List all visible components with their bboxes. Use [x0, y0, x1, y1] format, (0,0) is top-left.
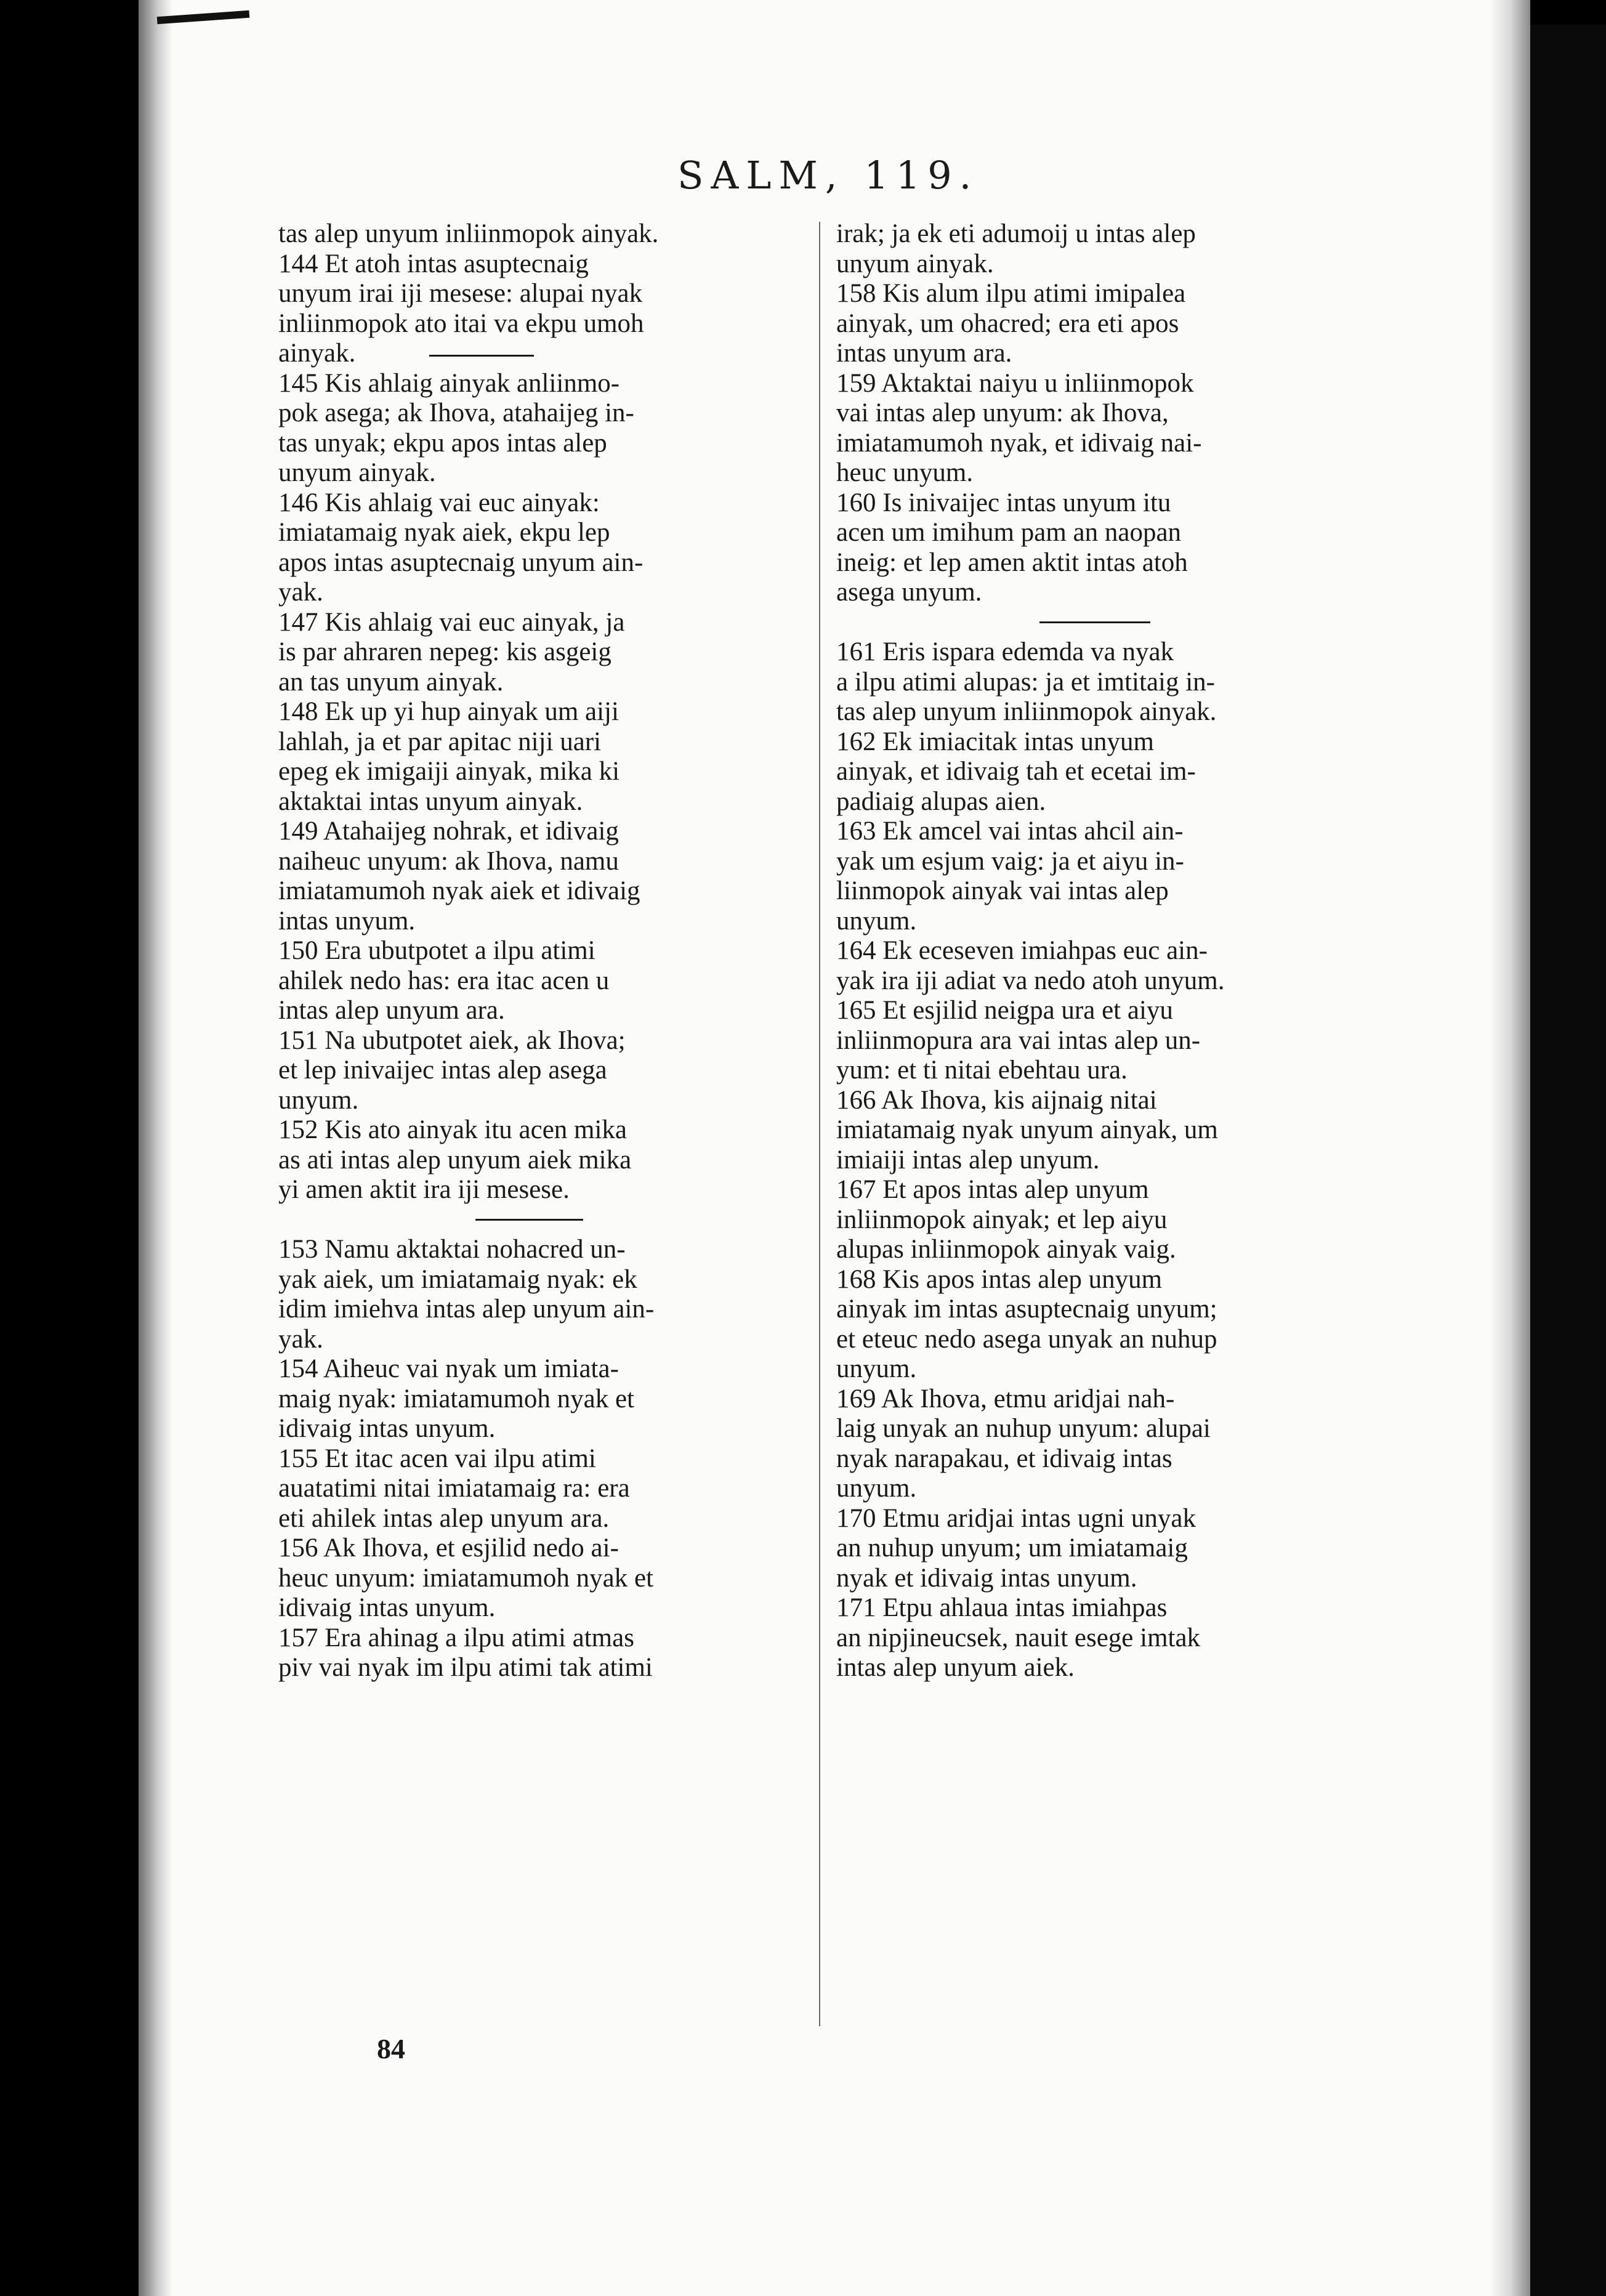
text-line: an nuhup unyum; um imiatamaig [836, 1534, 1188, 1562]
text-line: intas unyum ara. [836, 339, 1012, 368]
text-line: intas alep unyum ara. [278, 996, 505, 1025]
text-line: ineig: et lep amen aktit intas atoh [836, 548, 1188, 577]
text-line: 152 Kis ato ainyak itu acen mika [278, 1115, 627, 1144]
text-line: yak. [278, 1324, 323, 1354]
left-column [278, 219, 801, 1683]
text-line: 166 Ak Ihova, kis aijnaig nitai [836, 1085, 1157, 1115]
column-divider [819, 222, 820, 2026]
text-line: 170 Etmu aridjai intas ugni unyak [836, 1503, 1196, 1533]
text-line: 161 Eris ispara edemda va nyak [836, 637, 1174, 666]
text-line: asega unyum. [836, 578, 982, 607]
text-line: unyum. [836, 1474, 917, 1503]
text-line: unyum ainyak. [278, 458, 436, 487]
text-line: tas unyak; ekpu apos intas alep [278, 428, 607, 458]
text-line: tas alep unyum inliinmopok ainyak. [836, 697, 1217, 726]
text-line: yak aiek, um imiatamaig nyak: ek [278, 1264, 637, 1294]
text-line: unyum. [836, 906, 917, 936]
text-line: a ilpu atimi alupas: ja et imtitaig in- [836, 667, 1215, 697]
text-line: imiatamumoh nyak, et idivaig nai- [836, 428, 1202, 458]
text-line: et eteuc nedo asega unyak an nuhup [836, 1324, 1217, 1354]
text-line: intas unyum. [278, 906, 416, 936]
text-line: 164 Ek eceseven imiahpas euc ain- [836, 936, 1208, 965]
text-line: 144 Et atoh intas asuptecnaig [278, 249, 589, 278]
text-line: nyak et idivaig intas unyum. [836, 1563, 1137, 1593]
text-line: vai intas alep unyum: ak Ihova, [836, 398, 1169, 427]
text-line: naiheuc unyum: ak Ihova, namu [278, 846, 619, 876]
text-line: ainyak im intas asuptecnaig unyum; [836, 1295, 1217, 1324]
text-line: inliinmopura ara vai intas alep un- [836, 1025, 1201, 1055]
text-line: an tas unyum ainyak. [278, 667, 504, 697]
text-line: 153 Namu aktaktai nohacred un- [278, 1235, 626, 1264]
text-line: 159 Aktaktai naiyu u inliinmopok [836, 368, 1194, 398]
text-line: apos intas asuptecnaig unyum ain- [278, 548, 644, 577]
text-line: maig nyak: imiatamumoh nyak et [278, 1384, 634, 1413]
text-line: 147 Kis ahlaig vai euc ainyak, ja [278, 607, 625, 637]
text-line: 149 Atahaijeg nohrak, et idivaig [278, 817, 619, 846]
text-line: imiatamumoh nyak aiek et idivaig [278, 876, 640, 905]
text-line: ainyak. [278, 339, 356, 368]
text-line: idivaig intas unyum. [278, 1414, 496, 1443]
text-line: 167 Et apos intas alep unyum [836, 1175, 1149, 1204]
text-line: unyum. [278, 1085, 359, 1115]
text-line: 162 Ek imiacitak intas unyum [836, 727, 1154, 756]
text-line: 156 Ak Ihova, et esjilid nedo ai- [278, 1534, 619, 1562]
text-line: aktaktai intas unyum ainyak. [278, 786, 583, 816]
text-line: 155 Et itac acen vai ilpu atimi [278, 1444, 596, 1473]
page-edge-shadow [1490, 0, 1530, 2296]
text-line: 146 Kis ahlaig vai euc ainyak: [278, 488, 600, 517]
text-line: 158 Kis alum ilpu atimi imipalea [836, 279, 1186, 308]
text-line: yak. [278, 578, 323, 607]
page-number: 84 [377, 2033, 405, 2064]
text-line: heuc unyum. [836, 458, 974, 487]
text-line: unyum ainyak. [836, 249, 994, 278]
text-line-with-rule [278, 339, 801, 369]
text-line: yak ira iji adiat va nedo atoh unyum. [836, 966, 1225, 995]
text-line: liinmopok ainyak vai intas alep [836, 876, 1169, 905]
text-line: an nipjineucsek, nauit esege imtak [836, 1623, 1201, 1652]
text-line: inliinmopok ato itai va ekpu umoh [278, 309, 644, 338]
text-line: eti ahilek intas alep unyum ara. [278, 1503, 610, 1533]
text-line: unyum. [836, 1354, 917, 1383]
right-column [836, 219, 1367, 1683]
text-line: tas alep unyum inliinmopok ainyak. [278, 219, 659, 248]
text-line: piv vai nyak im ilpu atimi tak atimi [278, 1653, 653, 1682]
text-line: 160 Is inivaijec intas unyum itu [836, 488, 1171, 517]
text-line: yi amen aktit ira iji mesese. [278, 1175, 570, 1204]
text-line: alupas inliinmopok ainyak vaig. [836, 1235, 1176, 1264]
text-line: lahlah, ja et par apitac niji uari [278, 727, 602, 756]
text-line: auatatimi nitai imiatamaig ra: era [278, 1474, 630, 1503]
text-line: irak; ja ek eti adumoij u intas alep [836, 219, 1196, 248]
text-line: 151 Na ubutpotet aiek, ak Ihova; [278, 1025, 626, 1055]
text-line: 154 Aiheuc vai nyak um imiata- [278, 1354, 619, 1383]
book-fore-edge [1530, 25, 1606, 2296]
text-line: heuc unyum: imiatamumoh nyak et [278, 1563, 654, 1593]
text-line: imiaiji intas alep unyum. [836, 1145, 1100, 1174]
text-line: unyum irai iji mesese: alupai nyak [278, 279, 643, 308]
text-line: intas alep unyum aiek. [836, 1653, 1075, 1682]
text-line: idivaig intas unyum. [278, 1593, 496, 1622]
text-line: imiatamaig nyak unyum ainyak, um [836, 1115, 1218, 1144]
text-line: yum: et ti nitai ebehtau ura. [836, 1056, 1128, 1085]
binding-shadow [139, 0, 172, 2296]
text-line: is par ahraren nepeg: kis asgeig [278, 637, 611, 666]
text-line: ainyak, um ohacred; era eti apos [836, 309, 1179, 338]
text-line: 165 Et esjilid neigpa ura et aiyu [836, 996, 1173, 1025]
text-line: idim imiehva intas alep unyum ain- [278, 1295, 655, 1324]
section-rule [429, 355, 534, 357]
text-line: et lep inivaijec intas alep asega [278, 1056, 607, 1085]
text-line: 169 Ak Ihova, etmu aridjai nah- [836, 1384, 1175, 1413]
text-line: 171 Etpu ahlaua intas imiahpas [836, 1593, 1168, 1622]
text-line: imiatamaig nyak aiek, ekpu lep [278, 518, 610, 547]
text-line: pok asega; ak Ihova, atahaijeg in- [278, 398, 634, 427]
text-line: 150 Era ubutpotet a ilpu atimi [278, 936, 595, 965]
text-line: 145 Kis ahlaig ainyak anliinmo- [278, 368, 620, 398]
text-line: ahilek nedo has: era itac acen u [278, 966, 610, 995]
text-line: nyak narapakau, et idivaig intas [836, 1444, 1172, 1473]
running-head: SALM, 119. [677, 153, 979, 198]
text-line: 157 Era ahinag a ilpu atimi atmas [278, 1623, 634, 1652]
section-rule [278, 1205, 801, 1235]
text-line: inliinmopok ainyak; et lep aiyu [836, 1205, 1168, 1234]
text-line: acen um imihum pam an naopan [836, 518, 1182, 547]
section-rule [836, 608, 1367, 638]
text-line: yak um esjum vaig: ja et aiyu in- [836, 846, 1184, 876]
text-line: ainyak, et idivaig tah et ecetai im- [836, 757, 1196, 786]
text-line: 148 Ek up yi hup ainyak um aiji [278, 697, 619, 726]
text-line: padiaig alupas aien. [836, 786, 1046, 816]
text-line: as ati intas alep unyum aiek mika [278, 1145, 632, 1174]
text-line: 163 Ek amcel vai intas ahcil ain- [836, 817, 1184, 846]
text-line: laig unyak an nuhup unyum: alupai [836, 1414, 1211, 1443]
text-line: 168 Kis apos intas alep unyum [836, 1264, 1163, 1294]
text-line: epeg ek imigaiji ainyak, mika ki [278, 757, 620, 786]
